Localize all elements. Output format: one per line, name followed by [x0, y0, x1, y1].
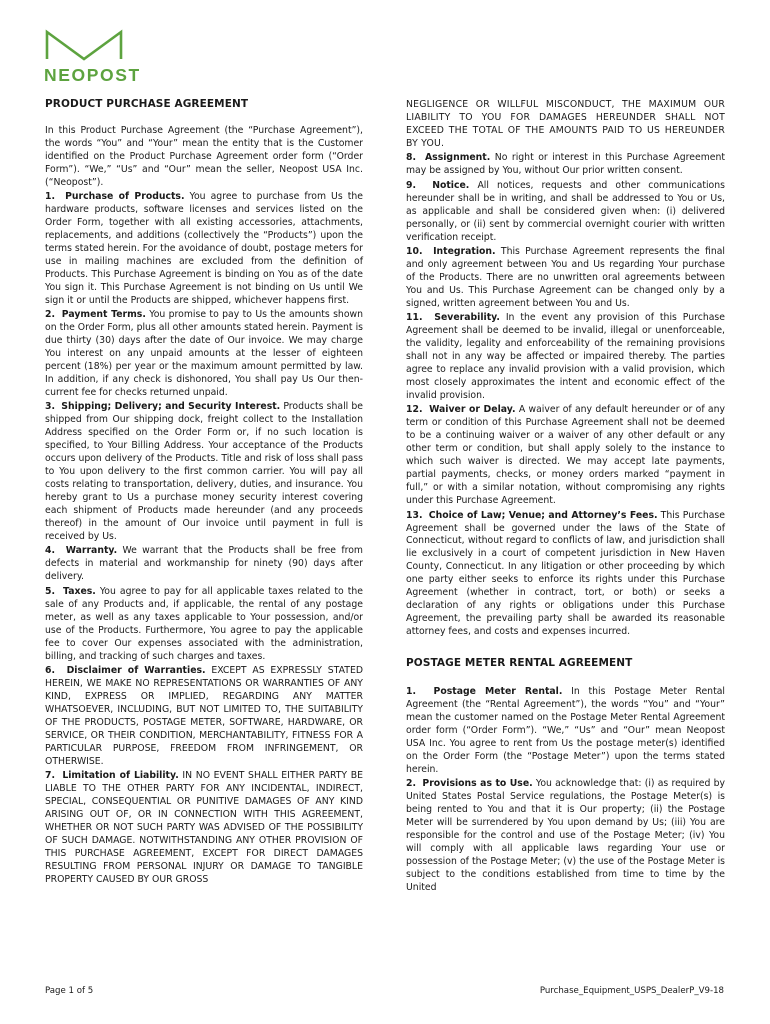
purchase-sections-left [45, 191, 363, 887]
section-title: Notice. [432, 179, 470, 191]
section-paragraph [406, 510, 725, 640]
section-title: Choice of Law; Venue; and Attorney’s Fees. [428, 509, 658, 521]
section-text: You promise to pay to Us the amounts shown on the Order Form, plus all other amounts stated herein. Payment is due thirty (30) days after the date of Our invoice. We may charge You interest on any unpaid amounts at the lesser of eighteen percent (18%) per year or the maximum amount permitted by law. In addition, if any check is dishonored, You shall pay Us Our then-current fee for checks returned unpaid. [45, 309, 363, 399]
section-text: Products shall be shipped from Our shipping dock, freight collect to the Installation Address specified on the Order Form or, if no such location is specified, to Your Billing Address. Your acceptance of the Products occurs upon delivery of the Products. Title and risk of loss shall pass to You upon delivery to the first common carrier. You will pay all costs relating to transportation, delivery, duties, and insurance. You hereby grant to Us a purchase money security interest covering each shipment of Products made hereunder (and any proceeds thereof) in the amount of Our invoice until payment in full is received by Us. [45, 401, 363, 542]
liability-continuation: NEGLIGENCE OR WILLFUL MISCONDUCT, THE MAXIMUM OUR LIABILITY TO YOU FOR DAMAGES HEREUNDER SHALL NOT EXCEED THE TOTAL OF THE AMOUNTS PAID TO US HEREUNDER BY YOU. [406, 99, 725, 149]
purchase-agreement-heading: PRODUCT PURCHASE AGREEMENT [45, 98, 249, 110]
section-text: This Purchase Agreement shall be governed under the laws of the State of Connecticut, without regard to conflicts of law, and jurisdiction shall lie exclusively in a court of competent jurisdiction in New Haven County, Connecticut. In any litigation or other proceeding by which one party either seeks to enforce its rights under this Purchase Agreement (whether in contract, tort, or both) or seeks a declaration of any rights or obligations under this Purchase Agreement, the prevailing party shall be awarded its reasonable attorney fees, and costs and expenses incurred. [406, 509, 725, 638]
rental-sections [406, 686, 725, 895]
section-title: Taxes. [63, 585, 96, 597]
section-title: Integration. [433, 245, 496, 257]
section-paragraph [406, 152, 725, 178]
section-title: Limitation of Liability. [62, 770, 179, 782]
section-text: In the event any provision of this Purchase Agreement shall be deemed to be invalid, illegal or unenforceable, the validity, legality and enforceability of the remaining provisions shall not in any way be affected or impaired thereby. The parties agree to replace any invalid provision with a valid provision, which most closely approximates the intent and economic effect of the invalid provision. [406, 312, 725, 401]
section-title: Purchase of Products. [65, 191, 185, 203]
document-id: Purchase_Equipment_USPS_DealerP_V9-18 [539, 986, 724, 996]
page-number: Page 1 of 5 [45, 986, 94, 996]
purchase-intro: In this Product Purchase Agreement (the “Purchase Agreement”), the words “You” and “Your” mean the entity that is the Customer identified on the Product Purchase Agreement order form (“Order Form”). “We,” “Us” and “Our” mean the seller, Neopost USA Inc. (“Neopost”). [45, 124, 363, 188]
section-text: EXCEPT AS EXPRESSLY STATED HEREIN, WE MAKE NO REPRESENTATIONS OR WARRANTIES OF ANY KIND, EXPRESS OR IMPLIED, REGARDING ANY MATTER WHATSOEVER, INCLUDING, BUT NOT LIMITED TO, THE SUITABILITY OF THE PRODUCTS, POSTAGE METER, SOFTWARE, HARDWARE, OR SERVICE, OR THEIR CONDITION, MERCHANTABILITY, FITNESS FOR A PARTICULAR PURPOSE, FREEDOM FROM INFRINGEMENT, OR OTHERWISE. [45, 665, 363, 767]
section-number: 3. [45, 401, 56, 413]
section-number: 1. [406, 686, 417, 698]
section-paragraph [45, 770, 363, 887]
section-text: All notices, requests and other communications hereunder shall be in writing, and shall be addressed to You or Us, as applicable and shall be considered given when: (i) delivered personally, or (ii) sent by commercial overnight courier with written verification receipt. [406, 179, 725, 243]
neopost-logo-icon [44, 28, 124, 62]
section-text: In this Postage Meter Rental Agreement (the “Rental Agreement”), the words “You” and “Your” mean the customer named on the Postage Meter Rental Agreement order form (“Order Form”). “We,” “Us” and “Our” mean Neopost USA Inc. You agree to rent from Us the postage meter(s) identified on the Order Form (the “Postage Meter”) upon the terms stated herein. [406, 686, 725, 775]
logo-text: NEOPOST [44, 65, 141, 85]
section-number: 9. [406, 179, 417, 191]
section-title: Postage Meter Rental. [433, 686, 563, 698]
section-number: 12. [406, 404, 423, 416]
section-paragraph [45, 665, 363, 769]
section-text: You agree to purchase from Us the hardware products, software licenses and services listed on the Order Form, together with all existing accessories, attachments, replacements, and additions (collectively the “Products”) upon the terms stated herein. For the avoidance of doubt, postage meters for use in mailing machines are excluded from the definition of Products. This Purchase Agreement is binding on You as of the date You sign it. This Purchase Agreement is not binding on Us until We sign it or until the Products are shipped, whichever happens first. [45, 191, 363, 306]
right-column [406, 99, 725, 896]
section-number: 1. [45, 191, 56, 203]
section-number: 2. [45, 309, 56, 321]
left-column [45, 98, 363, 888]
section-title: Assignment. [424, 152, 491, 164]
section-number: 11. [406, 312, 423, 324]
section-paragraph [45, 191, 363, 308]
section-number: 6. [45, 665, 56, 677]
section-number: 2. [406, 778, 417, 790]
section-title: Provisions as to Use. [422, 778, 533, 790]
section-number: 8. [406, 152, 417, 164]
section-paragraph [406, 180, 725, 245]
section-number: 7. [45, 770, 56, 782]
section-paragraph [406, 404, 725, 508]
section-paragraph [406, 246, 725, 311]
section-paragraph [406, 312, 725, 403]
section-title: Shipping; Delivery; and Security Interest. [61, 401, 281, 413]
section-text: IN NO EVENT SHALL EITHER PARTY BE LIABLE TO THE OTHER PARTY FOR ANY INCIDENTAL, INDIRECT, SPECIAL, CONSEQUENTIAL OR PUNITIVE DAMAGES OF ANY KIND ARISING OUT OF, OR IN CONNECTION WITH THIS AGREEMENT, WHETHER OR NOT SUCH PARTY WAS ADVISED OF THE POSSIBILITY OF SUCH DAMAGE. NOTWITHSTANDING ANY OTHER PROVISION OF THIS PURCHASE AGREEMENT, EXCEPT FOR DIRECT DAMAGES RESULTING FROM PERSONAL INJURY OR DAMAGE TO TANGIBLE PROPERTY CAUSED BY OUR GROSS [45, 770, 363, 885]
section-title: Warranty. [65, 545, 118, 557]
section-number: 10. [406, 245, 423, 257]
section-paragraph [45, 586, 363, 664]
section-title: Payment Terms. [61, 309, 146, 321]
rental-agreement-heading: POSTAGE METER RENTAL AGREEMENT [406, 657, 633, 670]
section-paragraph [406, 778, 725, 895]
section-text: You agree to pay for all applicable taxes related to the sale of any Products and, if applicable, the rental of any postage meter, as well as any taxes applicable to Your possession, and/or use of the Products. Furthermore, You agree to pay the applicable fee to cover Our expenses associated with the administration, billing, and tracking of such charges and taxes. [45, 585, 363, 662]
section-title: Severability. [434, 312, 500, 324]
section-paragraph [406, 686, 725, 777]
section-title: Waiver or Delay. [429, 404, 516, 416]
section-title: Disclaimer of Warranties. [66, 665, 206, 677]
neopost-logo [44, 28, 154, 86]
section-number: 13. [406, 509, 423, 521]
section-paragraph [45, 309, 363, 400]
section-number: 5. [45, 585, 56, 597]
section-text: No right or interest in this Purchase Agreement may be assigned by You, without Our prior written consent. [406, 152, 726, 177]
section-text: A waiver of any default hereunder or of any term or condition of this Purchase Agreement shall not be deemed to be a continuing waiver or a waiver of any other default or any other term or condition, but shall apply solely to the instance to which such waiver is directed. We may accept late payments, partial payments, checks, or money orders marked “payment in full,” or with a similar notation, without compromising any rights under this Purchase Agreement. [406, 404, 725, 507]
section-number: 4. [45, 545, 56, 557]
section-text: You acknowledge that: (i) as required by United States Postal Service regulations, the Postage Meter(s) is being rented to You and that it is Our property; (ii) the Postage Meter will be surrendered by You upon demand by Us; (iii) You are responsible for the control and use of the Postage Meter; (iv) You will comply with all applicable laws regarding Your use or possession of the Postage Meter; (v) the use of the Postage Meter is subject to the conditions established from time to time by the United [406, 778, 726, 893]
section-paragraph [45, 545, 363, 584]
purchase-sections-right [406, 152, 725, 639]
section-paragraph [45, 401, 363, 543]
section-text: This Purchase Agreement represents the final and only agreement between You and Us regarding Your purchase of the Products. There are no unwritten oral agreements between You and Us. This Purchase Agreement can be changed only by a signed, written agreement between You and Us. [406, 245, 725, 309]
section-text: We warrant that the Products shall be free from defects in material and workmanship for ninety (90) days after delivery. [45, 545, 363, 583]
